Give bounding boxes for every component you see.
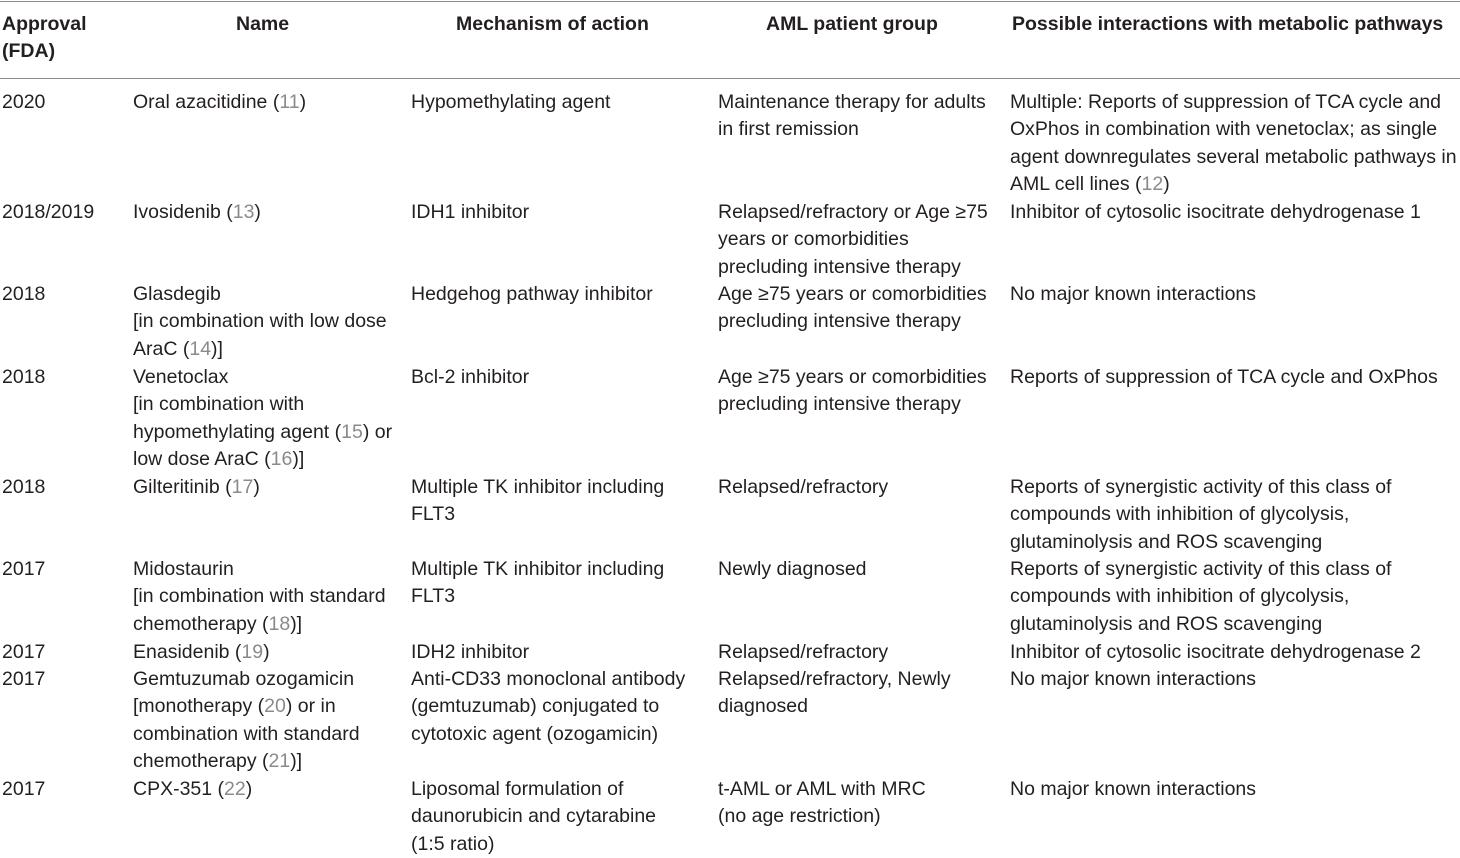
cell-name (133, 364, 392, 474)
reference-link[interactable]: 19 (241, 641, 264, 663)
cell-interactions (1010, 556, 1391, 638)
cell-approval: 2017 (2, 778, 46, 800)
cell-mechanism: IDH1 inhibitor (411, 201, 530, 223)
header-patient-group: AML patient group (766, 13, 938, 35)
cell-text: Reports of suppression of TCA cycle and OxPhos (1010, 366, 1438, 388)
cell-text: Glasdegib [in combination with low dose AraC ( (133, 283, 387, 360)
cell-text: No major known interactions (1010, 778, 1257, 800)
cell-mechanism: Anti-CD33 monoclonal antibody (gemtuzumab) conjugated to cytotoxic agent (ozogamicin) (411, 668, 686, 745)
cell-name (133, 89, 306, 116)
cell-name (133, 639, 270, 666)
reference-link[interactable]: 11 (279, 91, 300, 113)
cell-text: ) or low dose AraC ( (133, 420, 393, 471)
reference-link[interactable]: 18 (268, 612, 291, 635)
cell-patient-group: Relapsed/refractory or Age ≥75 years or comorbidities precluding intensive therapy (718, 201, 988, 278)
cell-text: No major known interactions (1010, 668, 1257, 690)
cell-text: )] (290, 612, 303, 635)
reference-link[interactable]: 13 (232, 201, 255, 223)
cell-text: Gemtuzumab ozogamicin [monotherapy ( (133, 668, 355, 718)
cell-mechanism: Multiple TK inhibitor including FLT3 (411, 476, 665, 526)
cell-approval: 2017 (2, 558, 46, 580)
reference-link[interactable]: 16 (270, 448, 293, 471)
cell-interactions (1010, 199, 1421, 226)
cell-mechanism: Bcl-2 inhibitor (411, 366, 530, 388)
cell-patient-group: Maintenance therapy for adults in first remission (718, 91, 986, 141)
reference-link[interactable]: 20 (264, 695, 286, 718)
cell-text: Inhibitor of cytosolic isocitrate dehydrogenase 1 (1010, 201, 1421, 223)
cell-interactions (1010, 474, 1391, 556)
reference-link[interactable]: 17 (231, 476, 254, 498)
cell-text: Ivosidenib ( (133, 201, 233, 223)
cell-text: Enasidenib ( (133, 641, 242, 663)
cell-approval: 2020 (2, 91, 46, 113)
cell-text: Venetoclax [in combination with hypomethylating agent ( (133, 366, 342, 443)
table-top-rule (0, 1, 1460, 2)
cell-text: ) (245, 778, 253, 800)
cell-patient-group: t-AML or AML with MRC (no age restriction) (718, 778, 926, 828)
cell-approval: 2017 (2, 641, 46, 663)
cell-patient-group: Relapsed/refractory, Newly diagnosed (718, 668, 951, 718)
cell-approval: 2018 (2, 366, 46, 388)
cell-text: )] (292, 448, 305, 471)
cell-text: Multiple: Reports of suppression of TCA cycle and OxPhos in combination with venetoclax; as single agent downregulates several metabolic pathways in AML cell lines ( (1010, 91, 1457, 196)
cell-patient-group: Relapsed/refractory (718, 641, 889, 663)
header-rule (0, 78, 1460, 79)
cell-mechanism: Hedgehog pathway inhibitor (411, 283, 653, 305)
reference-link[interactable]: 21 (268, 750, 291, 773)
cell-interactions (1010, 639, 1421, 666)
cell-interactions (1010, 89, 1457, 199)
cell-name (133, 556, 386, 638)
cell-text: )] (290, 750, 303, 773)
cell-approval: 2018 (2, 283, 46, 305)
cell-text: ) (299, 91, 307, 113)
header-mechanism: Mechanism of action (456, 13, 649, 35)
reference-link[interactable]: 15 (341, 420, 363, 443)
header-name: Name (236, 13, 290, 35)
cell-mechanism: Hypomethylating agent (411, 91, 611, 113)
cell-name (133, 776, 252, 803)
cell-text: ) (263, 641, 270, 663)
cell-patient-group: Relapsed/refractory (718, 476, 889, 498)
cell-interactions (1010, 364, 1438, 391)
cell-patient-group: Age ≥75 years or comorbidities precluding intensive therapy (718, 283, 987, 333)
cell-patient-group: Age ≥75 years or comorbidities precluding intensive therapy (718, 366, 987, 416)
reference-link[interactable]: 14 (189, 337, 212, 360)
reference-link[interactable]: 22 (224, 778, 246, 800)
cell-name (133, 281, 387, 363)
cell-mechanism: IDH2 inhibitor (411, 641, 530, 663)
cell-patient-group: Newly diagnosed (718, 558, 867, 580)
cell-mechanism: Multiple TK inhibitor including FLT3 (411, 558, 665, 608)
cell-approval: 2017 (2, 668, 46, 690)
cell-text: ) (254, 201, 261, 223)
cell-text: Oral azacitidine ( (133, 91, 280, 113)
cell-text: No major known interactions (1010, 283, 1257, 305)
cell-text: CPX-351 ( (133, 778, 225, 800)
cell-interactions (1010, 776, 1256, 803)
cell-text: )] (211, 337, 223, 360)
cell-approval: 2018/2019 (2, 201, 95, 223)
cell-name (133, 199, 261, 226)
cell-text: Inhibitor of cytosolic isocitrate dehydrogenase 2 (1010, 641, 1421, 663)
header-approval: Approval (FDA) (2, 13, 87, 62)
cell-mechanism: Liposomal formulation of daunorubicin and cytarabine (1:5 ratio) (411, 778, 657, 855)
cell-text: ) (253, 476, 260, 498)
cell-interactions (1010, 666, 1256, 693)
cell-text: Gilteritinib ( (133, 476, 232, 498)
cell-text: ) (1163, 173, 1170, 196)
cell-approval: 2018 (2, 476, 46, 498)
reference-link[interactable]: 12 (1141, 173, 1164, 196)
cell-name (133, 666, 360, 776)
header-interactions: Possible interactions with metabolic pathways (1012, 13, 1444, 35)
cell-text: Reports of synergistic activity of this class of compounds with inhibition of glycolysis, glutaminolysis and ROS scavenging (1010, 476, 1392, 553)
cell-text: ) or in combination with standard chemotherapy ( (133, 695, 360, 773)
cell-interactions (1010, 281, 1256, 308)
cell-text: Midostaurin [in combination with standard chemotherapy ( (133, 558, 386, 635)
cell-text: Reports of synergistic activity of this class of compounds with inhibition of glycolysis, glutaminolysis and ROS scavenging (1010, 558, 1392, 635)
cell-name (133, 474, 260, 501)
